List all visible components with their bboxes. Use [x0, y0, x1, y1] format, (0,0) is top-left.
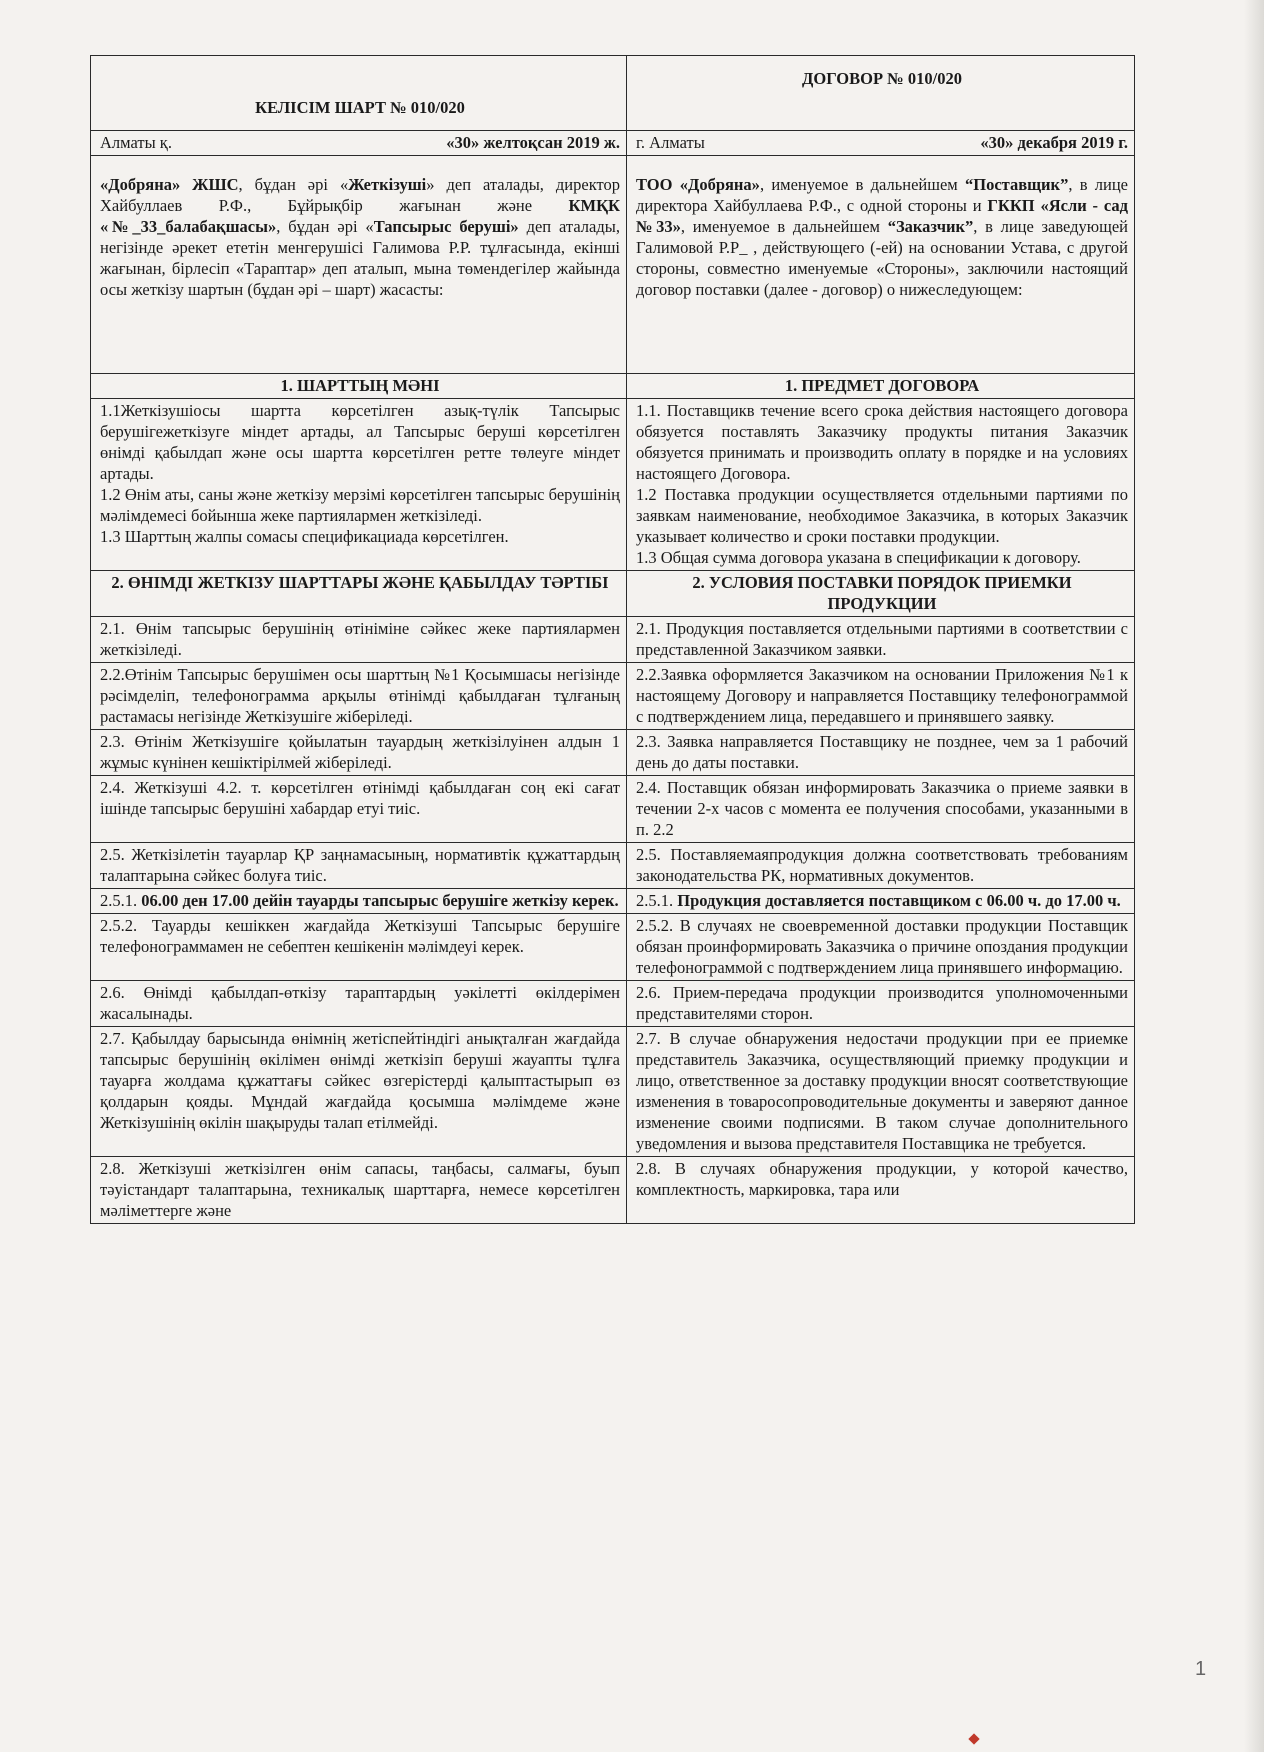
ru-preamble	[627, 156, 1135, 374]
clause-2-6-kz: 2.6. Өнімді қабылдап-өткізу тараптардың уәкілетті өкілдерімен жасалынады.	[91, 981, 627, 1027]
clause-2-4-kz: 2.4. Жеткізуші 4.2. т. көрсетілген өтінімді қабылдаған соң екі сағат ішінде тапсырыс берушіні хабардар етуі тиіс.	[91, 776, 627, 843]
clause-2-7-ru: 2.7. В случае обнаружения недостачи продукции при ее приемке представитель Заказчика, осуществляющий приемку продукции и лицо, ответственное за доставку продукции вносят соответствующие изменения в товаросопроводительные документы и заверяют данное изменение своими подписями. В таком случае дополнительного уведомления и вызова представителя Поставщика не требуется.	[627, 1027, 1135, 1157]
ru-preamble-segment: , именуемое в дальнейшем	[680, 217, 888, 236]
clause-2-5-2-kz: 2.5.2. Тауарды кешіккен жағдайда Жеткізуші Тапсырыс берушіге телефонограммамен не себептен кешікенін мәлімдеуі керек.	[91, 914, 627, 981]
clause-2-6-ru: 2.6. Прием-передача продукции производится уполномоченными представителями сторон.	[627, 981, 1135, 1027]
kz-preamble-segment: » деп аталады, директор Хайбуллаев Р.Ф., Бұйрықбір жағынан және	[100, 175, 620, 215]
clause-2-5-kz: 2.5. Жеткізілетін тауарлар ҚР заңнамасының, нормативтік құжаттардың талаптарына сәйкес болуға тиіс.	[91, 843, 627, 889]
kz-title: КЕЛІСІМ ШАРТ № 010/020	[91, 56, 627, 131]
kz-preamble-segment: , бұдан әрі «	[276, 217, 374, 236]
clause-2-5-1-kz: 2.5.1. 06.00 ден 17.00 дейін тауарды тапсырыс берушіге жеткізу керек.	[91, 889, 627, 914]
clause-2-5-1-ru: 2.5.1. Продукция доставляется поставщиком с 06.00 ч. до 17.00 ч.	[627, 889, 1135, 914]
kz-city-date: Алматы қ. «30» желтоқсан 2019 ж.	[91, 131, 627, 156]
clause-2-2-ru: 2.2.Заявка оформляется Заказчиком на основании Приложения №1 к настоящему Договору и направляется Поставщику телефонограммой с подтверждением лица, передавшего и принявшего заявку.	[627, 663, 1135, 730]
clause-2-3-ru: 2.3. Заявка направляется Поставщику не позднее, чем за 1 рабочий день до даты поставки.	[627, 730, 1135, 776]
kz-preamble-segment: Жеткізуші	[348, 175, 427, 194]
section1-kz-body	[91, 399, 627, 571]
ru-preamble-segment: “Поставщик”	[965, 175, 1069, 194]
contract-table	[90, 55, 1135, 1224]
clause-1-3-kz: 1.3 Шарттың жалпы сомасы спецификациада көрсетілген.	[100, 527, 509, 546]
ru-preamble-segment: ГККП «Ясли - сад №33»	[636, 196, 1128, 236]
ru-preamble-segment: , в лице заведующей Галимовой Р.Р_ , действующего (-ей) на основании Устава, с другой стороны, совместно именуемые «Стороны», заключили настоящий договор поставки (далее - договор) о нижеследующем:	[636, 217, 1128, 299]
clause-2-3-kz: 2.3. Өтінім Жеткізушіге қойылатын тауардың жеткізілуінен алдын 1 жұмыс күнінен кешіктірілмей жіберіледі.	[91, 730, 627, 776]
section1-ru-body	[627, 399, 1135, 571]
section1-ru-title: 1. ПРЕДМЕТ ДОГОВОРА	[627, 374, 1135, 399]
clause-1-3-ru: 1.3 Общая сумма договора указана в спецификации к договору.	[636, 548, 1081, 567]
kz-preamble-segment: КМҚК «№_33_балабақшасы»	[100, 196, 620, 236]
clause-2-2-kz: 2.2.Өтінім Тапсырыс берушімен осы шарттың №1 Қосымшасы негізінде рәсімделіп, телефонограмма арқылы өтінімді қабылдаған тұлғаның растамасы негізінде Жеткізушіге жіберіледі.	[91, 663, 627, 730]
ru-title: ДОГОВОР № 010/020	[627, 56, 1135, 131]
clause-2-5-ru: 2.5. Поставляемаяпродукция должна соответствовать требованиям законодательства РК, нормативных документов.	[627, 843, 1135, 889]
clause-2-1-ru: 2.1. Продукция поставляется отдельными партиями в соответствии с представленной Заказчиком заявки.	[627, 617, 1135, 663]
clause-1-1-kz: 1.1Жеткізушіосы шартта көрсетілген азық-түлік Тапсырыс берушігежеткізуге міндет артады, ал Тапсырыс беруші көрсетілген өнімді қабылдап және осы шартта көрсетілген ретте төлеуге міндет артады.	[100, 401, 620, 483]
scan-edge	[1244, 0, 1264, 1752]
ru-preamble-segment: ТОО «Добряна»	[636, 175, 760, 194]
scan-mark	[968, 1733, 979, 1744]
kz-preamble-segment: деп аталады, негізінде әрекет ететін менгерушісі Галимова Р.Р. тұлғасында, екінші жағынан, бірлесіп «Тараптар» деп аталып, мына төмендегілер жайында осы жеткізу шартын (бұдан әрі – шарт) жасасты:	[100, 217, 620, 299]
ru-city-date: г. Алматы «30» декабря 2019 г.	[627, 131, 1135, 156]
kz-preamble-segment: , бұдан әрі «	[238, 175, 349, 194]
kz-preamble	[91, 156, 627, 374]
clause-2-5-2-ru: 2.5.2. В случаях не своевременной доставки продукции Поставщик обязан проинформировать Заказчика о причине опоздания продукции телефонограммой с подтверждением лица принявшего информацию.	[627, 914, 1135, 981]
kz-preamble-segment: Тапсырыс беруші»	[373, 217, 519, 236]
clause-1-1-ru: 1.1. Поставщикв течение всего срока действия настоящего договора обязуется поставлять Заказчику продукты питания Заказчик обязуется принимать и производить оплату в порядке и на условиях настоящего Договора.	[636, 401, 1128, 483]
section2-kz-title: 2. ӨНІМДІ ЖЕТКІЗУ ШАРТТАРЫ ЖӘНЕ ҚАБЫЛДАУ ТӘРТІБІ	[91, 571, 627, 617]
clause-1-2-ru: 1.2 Поставка продукции осуществляется отдельными партиями по заявкам наименование, необходимое Заказчика, в которых Заказчик указывает количество и сроки поставки продукции.	[636, 485, 1128, 546]
ru-preamble-segment: , в лице директора Хайбуллаева Р.Ф., с одной стороны и	[636, 175, 1128, 215]
section1-kz-title: 1. ШАРТТЫҢ МӘНІ	[91, 374, 627, 399]
clause-2-4-ru: 2.4. Поставщик обязан информировать Заказчика о приеме заявки в течении 2-х часов с момента ее получения способами, указанными в п. 2.2	[627, 776, 1135, 843]
clause-2-8-kz: 2.8. Жеткізуші жеткізілген өнім сапасы, таңбасы, салмағы, буып тәуістандарт талаптарына, техникалық шарттарға, немесе көрсетілген мәліметтерге және	[91, 1157, 627, 1224]
clause-2-1-kz: 2.1. Өнім тапсырыс берушінің өтініміне сәйкес жеке партиялармен жеткізіледі.	[91, 617, 627, 663]
page-number: 1	[1195, 1658, 1207, 1680]
section2-ru-title: 2. УСЛОВИЯ ПОСТАВКИ ПОРЯДОК ПРИЕМКИ ПРОДУКЦИИ	[627, 571, 1135, 617]
ru-preamble-segment: , именуемое в дальнейшем	[759, 175, 965, 194]
ru-preamble-segment: “Заказчик”	[887, 217, 974, 236]
kz-preamble-segment: «Добряна» ЖШС	[100, 175, 239, 194]
clause-1-2-kz: 1.2 Өнім аты, саны және жеткізу мерзімі көрсетілген тапсырыс берушінің мәлімдемесі бойынша жеке партиялармен жеткізіледі.	[100, 485, 620, 525]
clause-2-8-ru: 2.8. В случаях обнаружения продукции, у которой качество, комплектность, маркировка, тара или	[627, 1157, 1135, 1224]
clause-2-7-kz: 2.7. Қабылдау барысында өнімнің жетіспейтіндігі анықталған жағдайда тапсырыс берушінің өкілімен өнімді жеткізіп беруші жауапты тұлға тауарға жолдама құжаттағы сәйкес өзгерістерді қалыптастырып өз қолдарын қояды. Мұндай жағдайда қосымша мәлімдеме және Жеткізушінің өкілін шақыруды талап етілмейді.	[91, 1027, 627, 1157]
